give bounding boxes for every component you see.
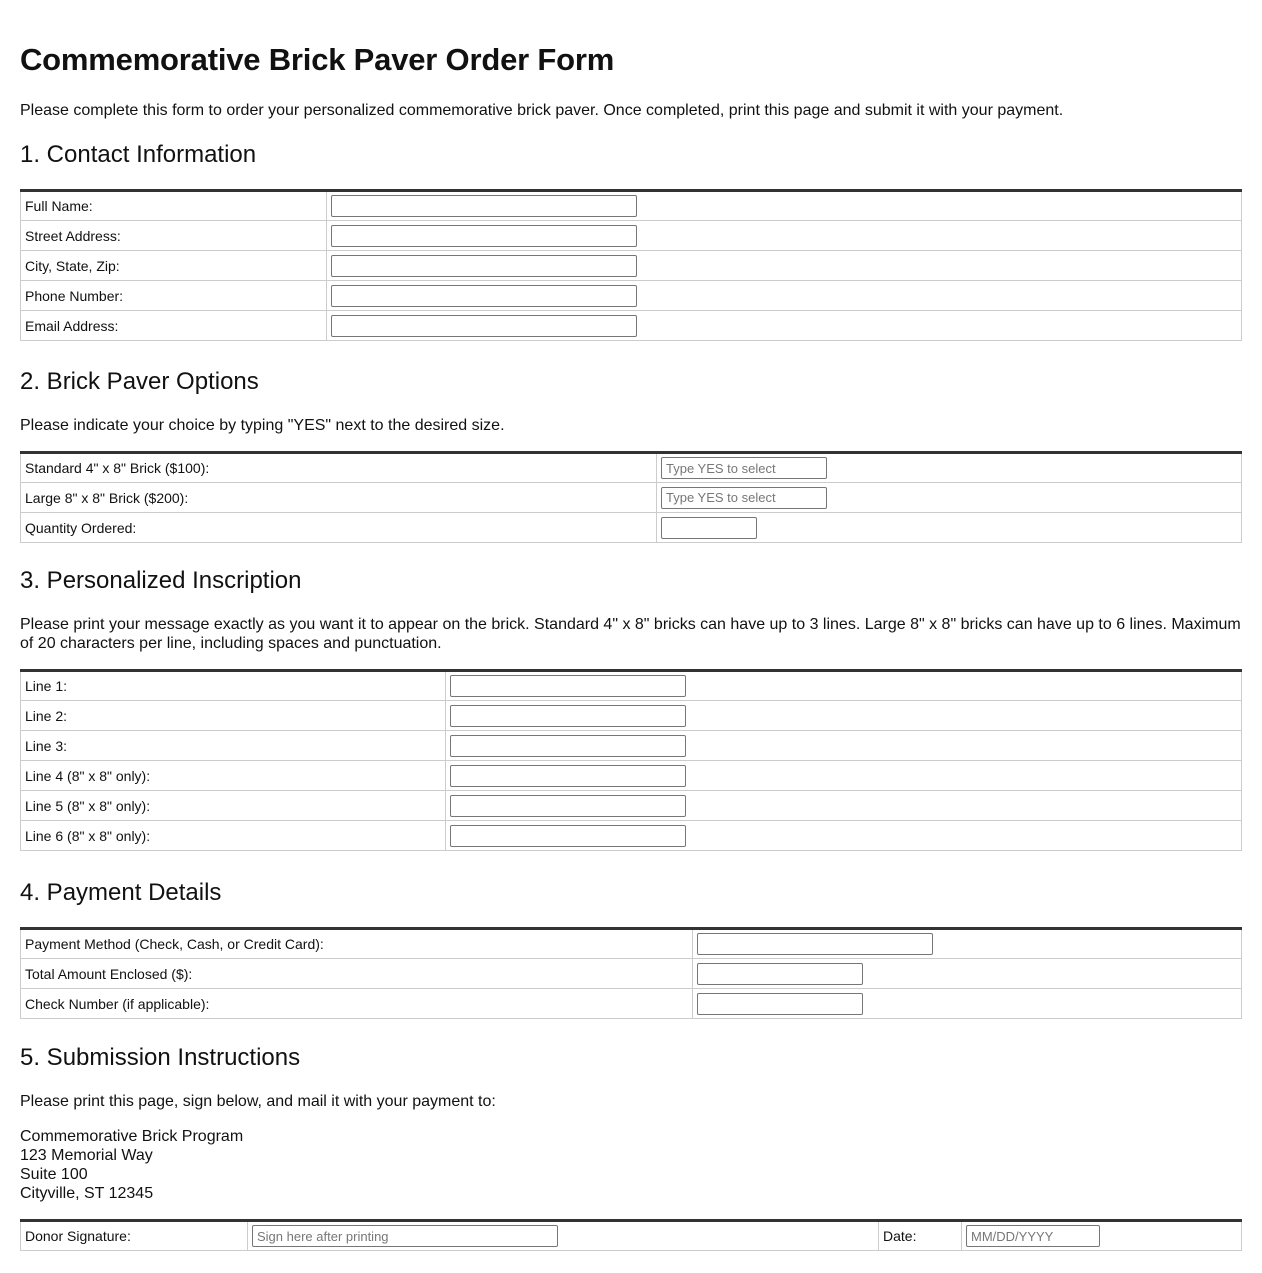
payment-table bbox=[20, 927, 1242, 1019]
table-row bbox=[21, 989, 1242, 1019]
options-table bbox=[20, 451, 1242, 543]
options-heading: 2. Brick Paver Options bbox=[20, 368, 259, 395]
signature-table bbox=[20, 1219, 1242, 1251]
submission-heading: 5. Submission Instructions bbox=[20, 1044, 301, 1071]
total-amount-label: Total Amount Enclosed ($): bbox=[21, 959, 693, 989]
street-address-input[interactable] bbox=[331, 225, 637, 247]
options-instruction: Please indicate your choice by typing "YES" next to the desired size. bbox=[20, 417, 505, 434]
inscription-instruction: Please print your message exactly as you want it to appear on the brick. Standard 4" x 8" bricks can have up to 3 lines. Large 8" x 8" bricks can have up to 6 lines. Maximum of 20 characters per line, including spaces and punctuation. bbox=[20, 616, 1241, 652]
payment-heading: 4. Payment Details bbox=[20, 879, 222, 906]
check-number-input[interactable] bbox=[697, 993, 863, 1015]
large-brick-label: Large 8" x 8" Brick ($200): bbox=[21, 483, 657, 513]
page-title: Commemorative Brick Paver Order Form bbox=[20, 42, 615, 77]
contact-heading: 1. Contact Information bbox=[20, 141, 257, 168]
line-2-input[interactable] bbox=[450, 705, 686, 727]
line-6-label: Line 6 (8" x 8" only): bbox=[21, 821, 446, 851]
table-row bbox=[21, 453, 1242, 483]
line-4-input[interactable] bbox=[450, 765, 686, 787]
table-row bbox=[21, 311, 1242, 341]
table-row bbox=[21, 791, 1242, 821]
city-state-zip-input[interactable] bbox=[331, 255, 637, 277]
inscription-table bbox=[20, 669, 1242, 851]
full-name-label: Full Name: bbox=[21, 191, 327, 221]
submission-instruction: Please print this page, sign below, and mail it with your payment to: bbox=[20, 1093, 496, 1110]
total-amount-input[interactable] bbox=[697, 963, 863, 985]
signature-input[interactable] bbox=[252, 1225, 558, 1247]
line-3-input[interactable] bbox=[450, 735, 686, 757]
line-3-label: Line 3: bbox=[21, 731, 446, 761]
address-line: 123 Memorial Way bbox=[20, 1147, 153, 1164]
standard-brick-input[interactable] bbox=[661, 457, 827, 479]
phone-number-input[interactable] bbox=[331, 285, 637, 307]
address-line: Cityville, ST 12345 bbox=[20, 1185, 154, 1202]
intro-text: Please complete this form to order your personalized commemorative brick paver. Once completed, print this page and submit it with your payment. bbox=[20, 102, 1064, 119]
large-brick-input[interactable] bbox=[661, 487, 827, 509]
line-6-input[interactable] bbox=[450, 825, 686, 847]
mailing-address bbox=[20, 1127, 243, 1203]
table-row bbox=[21, 281, 1242, 311]
signature-label: Donor Signature: bbox=[21, 1221, 248, 1251]
table-row bbox=[21, 221, 1242, 251]
email-address-label: Email Address: bbox=[21, 311, 327, 341]
email-address-input[interactable] bbox=[331, 315, 637, 337]
phone-number-label: Phone Number: bbox=[21, 281, 327, 311]
payment-method-input[interactable] bbox=[697, 933, 933, 955]
check-number-label: Check Number (if applicable): bbox=[21, 989, 693, 1019]
table-row bbox=[21, 929, 1242, 959]
address-line: Suite 100 bbox=[20, 1166, 88, 1183]
table-row bbox=[21, 959, 1242, 989]
line-5-input[interactable] bbox=[450, 795, 686, 817]
line-2-label: Line 2: bbox=[21, 701, 446, 731]
street-address-label: Street Address: bbox=[21, 221, 327, 251]
table-row bbox=[21, 821, 1242, 851]
line-1-input[interactable] bbox=[450, 675, 686, 697]
date-input[interactable] bbox=[966, 1225, 1100, 1247]
quantity-input[interactable] bbox=[661, 517, 757, 539]
standard-brick-label: Standard 4" x 8" Brick ($100): bbox=[21, 453, 657, 483]
table-row bbox=[21, 513, 1242, 543]
line-4-label: Line 4 (8" x 8" only): bbox=[21, 761, 446, 791]
full-name-input[interactable] bbox=[331, 195, 637, 217]
table-row bbox=[21, 191, 1242, 221]
table-row bbox=[21, 701, 1242, 731]
line-1-label: Line 1: bbox=[21, 671, 446, 701]
quantity-label: Quantity Ordered: bbox=[21, 513, 657, 543]
table-row bbox=[21, 761, 1242, 791]
table-row bbox=[21, 251, 1242, 281]
table-row bbox=[21, 483, 1242, 513]
inscription-heading: 3. Personalized Inscription bbox=[20, 567, 302, 594]
address-line: Commemorative Brick Program bbox=[20, 1128, 244, 1145]
table-row bbox=[21, 1221, 1242, 1251]
table-row bbox=[21, 731, 1242, 761]
date-label: Date: bbox=[879, 1221, 962, 1251]
contact-table bbox=[20, 189, 1242, 341]
line-5-label: Line 5 (8" x 8" only): bbox=[21, 791, 446, 821]
table-row bbox=[21, 671, 1242, 701]
city-state-zip-label: City, State, Zip: bbox=[21, 251, 327, 281]
payment-method-label: Payment Method (Check, Cash, or Credit Card): bbox=[21, 929, 693, 959]
